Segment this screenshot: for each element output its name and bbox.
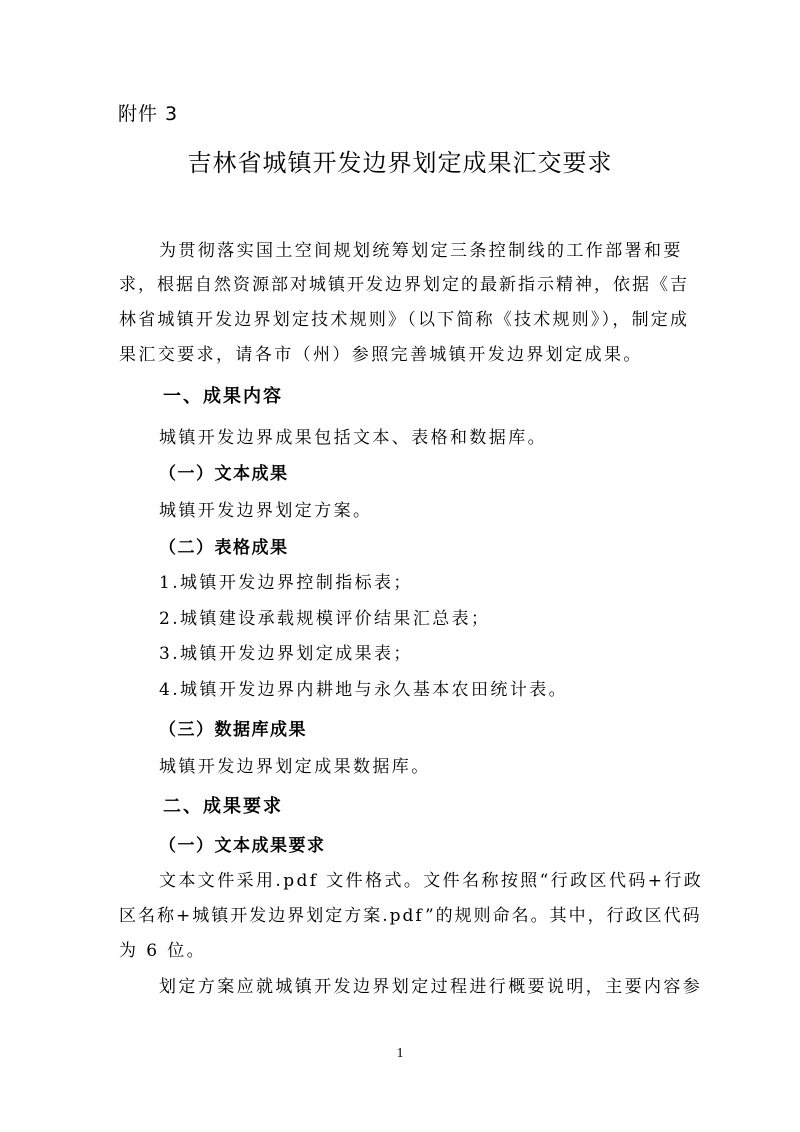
section-1-text: 城镇开发边界成果包括文本、表格和数据库。 <box>159 428 547 448</box>
text-req-para2-line-1: 划定方案应就城镇开发边界划定过程进行概要说明，主要内容参 <box>159 977 703 997</box>
section-1-sub-2-heading: （二）表格成果 <box>159 538 289 558</box>
section-1-heading: 一、成果内容 <box>163 386 283 407</box>
intro-line-2: 求，根据自然资源部对城镇开发边界划定的最新指示精神，依据《吉 <box>119 275 689 295</box>
text-req-line-1: 文本文件采用.pdf 文件格式。文件名称按照“行政区代码+行政 <box>159 871 704 891</box>
section-1-sub-3-heading: （三）数据库成果 <box>159 720 307 740</box>
attachment-label: 附件 3 <box>118 103 179 125</box>
intro-line-4: 果汇交要求，请各市（州）参照完善城镇开发边界划定成果。 <box>119 345 643 365</box>
document-title: 吉林省城镇开发边界划定成果汇交要求 <box>187 149 613 177</box>
section-1-sub-3-text: 城镇开发边界划定成果数据库。 <box>159 757 431 777</box>
page-number: 1 <box>396 1046 404 1061</box>
section-2-heading: 二、成果要求 <box>163 796 283 817</box>
section-2-sub-1-heading: （一）文本成果要求 <box>159 836 326 856</box>
table-item-3: 3.城镇开发边界划定成果表； <box>159 644 413 664</box>
section-1-sub-1-text: 城镇开发边界划定方案。 <box>159 501 373 521</box>
table-item-1: 1.城镇开发边界控制指标表； <box>159 573 413 593</box>
table-item-4: 4.城镇开发边界内耕地与永久基本农田统计表。 <box>159 680 569 700</box>
text-req-line-2: 区名称+城镇开发边界划定方案.pdf”的规则命名。其中，行政区代码 <box>119 906 702 926</box>
intro-line-3: 林省城镇开发边界划定技术规则》（以下简称《技术规则》），制定成 <box>119 310 689 330</box>
section-1-sub-1-heading: （一）文本成果 <box>159 464 289 484</box>
table-item-2: 2.城镇建设承载规模评价结果汇总表； <box>159 609 491 629</box>
text-req-line-3: 为 6 位。 <box>119 941 207 961</box>
intro-line-1: 为贯彻落实国土空间规划统筹划定三条控制线的工作部署和要 <box>159 241 683 261</box>
